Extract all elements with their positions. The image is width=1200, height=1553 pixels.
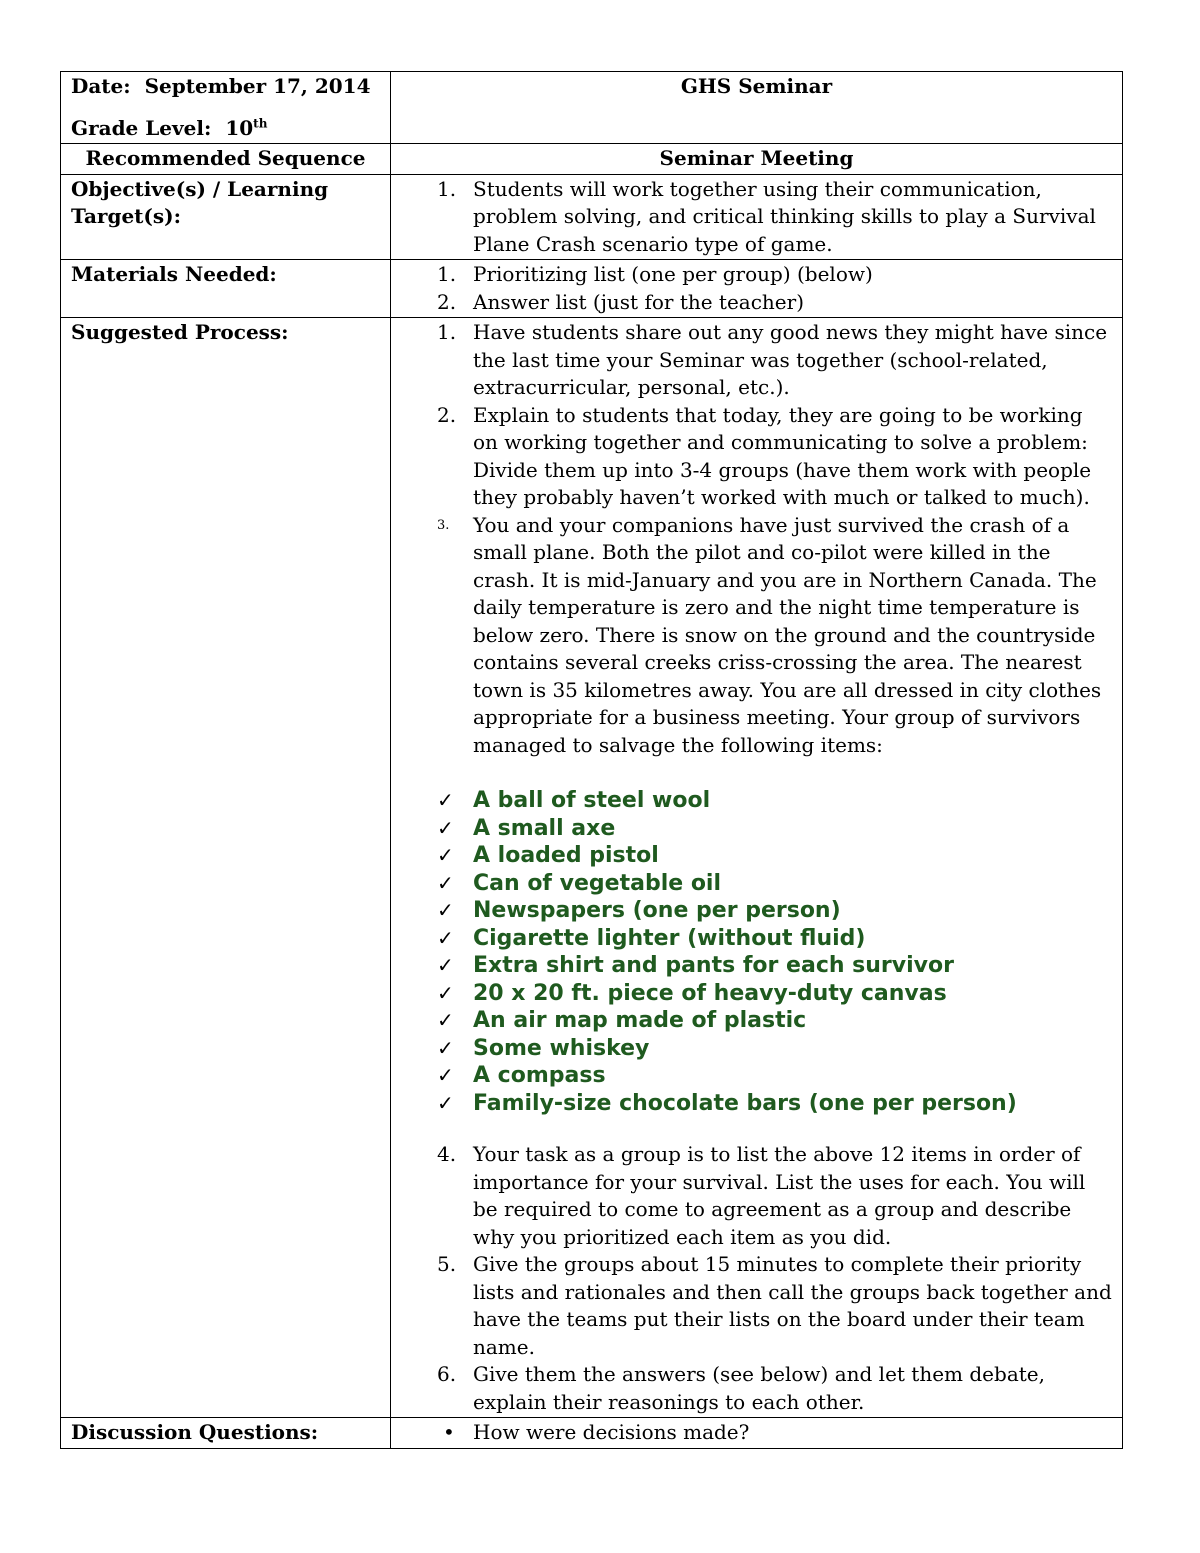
salvaged-item-text: A loaded pistol — [473, 843, 659, 868]
salvaged-item — [401, 925, 1112, 953]
salvaged-item — [401, 1007, 1112, 1035]
discussion-label: Discussion Questions: — [61, 1418, 391, 1449]
salvaged-item-text: 20 x 20 ft. piece of heavy-duty canvas — [473, 980, 947, 1006]
list-item — [401, 402, 1112, 512]
materials-cell — [391, 260, 1123, 318]
item-text: Explain to students that today, they are going to be working on working together and communicating to solve a problem: Divide them up into 3-4 groups (have them work with people they probably haven’t worked with much or talked to much). — [473, 402, 1092, 509]
salvaged-item-text: Newspapers (one per person) — [473, 898, 841, 923]
check-icon: ✓ — [437, 1090, 454, 1115]
item-text: Give them the answers (see below) and let them debate, explain their reasonings to each other. — [473, 1362, 1045, 1414]
check-icon: ✓ — [437, 1035, 454, 1060]
salvaged-item — [401, 1090, 1112, 1118]
check-icon: ✓ — [437, 953, 454, 977]
check-icon: ✓ — [437, 843, 454, 867]
grade-label: Grade Level: — [71, 115, 212, 140]
discussion-question-text: How were decisions made? — [473, 1420, 750, 1444]
process-cell — [391, 318, 1123, 1418]
check-icon: ✓ — [437, 925, 454, 950]
check-icon: ✓ — [437, 1008, 454, 1032]
salvaged-item-text: An air map made of plastic — [473, 1008, 807, 1033]
sequence-label: Recommended Sequence — [61, 144, 391, 175]
grade-line — [71, 115, 380, 143]
process-steps-before — [401, 319, 1112, 759]
salvaged-item — [401, 1035, 1112, 1063]
salvaged-item — [401, 815, 1112, 843]
list-item — [401, 1141, 1112, 1251]
list-item — [401, 289, 1112, 317]
item-text: Prioritizing list (one per group) (below) — [473, 262, 873, 286]
item-number: 5. — [437, 1252, 457, 1276]
date-label: Date: — [71, 74, 131, 98]
salvaged-item — [401, 787, 1112, 815]
objectives-label: Objective(s) / Learning Target(s): — [61, 174, 391, 260]
salvaged-item — [401, 952, 1112, 980]
salvaged-item-text: A small axe — [473, 815, 616, 841]
sequence-row — [61, 144, 1123, 175]
discussion-cell — [391, 1418, 1123, 1449]
item-number: 1. — [437, 320, 457, 344]
process-steps-after — [401, 1141, 1112, 1416]
list-item — [401, 261, 1112, 289]
salvaged-items-list — [401, 787, 1112, 1117]
process-row — [61, 318, 1123, 1418]
list-item — [401, 176, 1112, 259]
salvaged-item-text: Extra shirt and pants for each survivor — [473, 953, 954, 978]
list-item — [401, 512, 1112, 760]
item-number: 3. — [437, 517, 450, 533]
discussion-list — [401, 1419, 1112, 1447]
list-item — [401, 319, 1112, 402]
process-label: Suggested Process: — [61, 318, 391, 1418]
item-text: Students will work together using their communication, problem solving, and critical thinking skills to play a Survival Plane Crash scenario type of game. — [473, 176, 1096, 256]
discussion-row — [61, 1418, 1123, 1449]
check-icon: ✓ — [437, 815, 454, 840]
course-title: GHS Seminar — [391, 72, 1123, 144]
check-icon: ✓ — [437, 898, 454, 922]
header-row — [61, 72, 1123, 144]
objectives-cell — [391, 174, 1123, 260]
item-number: 6. — [437, 1362, 457, 1386]
salvaged-item-text: Some whiskey — [473, 1035, 650, 1061]
item-number: 2. — [437, 289, 457, 314]
item-text: Have students share out any good news they might have since the last time your Seminar was together (school-related, extracurricular, personal, etc.). — [473, 320, 1108, 399]
materials-row — [61, 260, 1123, 318]
salvaged-item — [401, 870, 1112, 898]
item-number: 2. — [437, 402, 457, 427]
salvaged-item-text: A ball of steel wool — [473, 788, 711, 813]
salvaged-item — [401, 980, 1112, 1008]
item-number: 4. — [437, 1142, 457, 1166]
salvaged-item-text: Family-size chocolate bars (one per person) — [473, 1090, 1017, 1116]
date-value: September 17, 2014 — [144, 74, 371, 98]
item-text: Answer list (just for the teacher) — [473, 289, 805, 314]
check-icon: ✓ — [437, 870, 454, 895]
salvaged-item — [401, 1062, 1112, 1090]
list-item — [401, 1251, 1112, 1361]
salvaged-item — [401, 897, 1112, 925]
check-icon: ✓ — [437, 980, 454, 1005]
item-number: 1. — [437, 176, 457, 201]
item-number: 1. — [437, 262, 457, 286]
grade-suffix: th — [253, 115, 268, 130]
discussion-question — [401, 1419, 1112, 1447]
objectives-row — [61, 174, 1123, 260]
salvaged-item — [401, 842, 1112, 870]
grade-value: 10 — [225, 115, 254, 140]
check-icon: ✓ — [437, 1063, 454, 1087]
materials-list — [401, 261, 1112, 316]
list-item — [401, 1361, 1112, 1416]
lesson-plan-table — [60, 71, 1123, 1449]
item-text: Give the groups about 15 minutes to complete their priority lists and rationales and then call the groups back together and have the teams put their lists on the board under their team name. — [473, 1252, 1112, 1359]
sequence-value: Seminar Meeting — [391, 144, 1123, 175]
salvaged-item-text: Can of vegetable oil — [473, 870, 722, 896]
salvaged-item-text: Cigarette lighter (without fluid) — [473, 925, 866, 951]
salvaged-item-text: A compass — [473, 1063, 606, 1088]
date-grade-cell — [61, 72, 391, 144]
item-text: You and your companions have just survived the crash of a small plane. Both the pilot and co-pilot were killed in the crash. It is mid-January and you are in Northern Canada. The daily temperature is zero and the night time temperature is below zero. There is snow on the ground and the countryside contains several creeks criss-crossing the area. The nearest town is 35 kilometres away. You are all dressed in city clothes appropriate for a business meeting. Your group of survivors managed to salvage the following items: — [473, 512, 1102, 757]
objectives-list — [401, 176, 1112, 259]
check-icon: ✓ — [437, 788, 454, 812]
item-text: Your task as a group is to list the above 12 items in order of importance for your survival. List the uses for each. You will be required to come to agreement as a group and describe why you prioritized each item as you did. — [473, 1142, 1086, 1249]
bullet-icon: • — [443, 1420, 455, 1444]
materials-label: Materials Needed: — [61, 260, 391, 318]
date-line — [71, 73, 380, 101]
